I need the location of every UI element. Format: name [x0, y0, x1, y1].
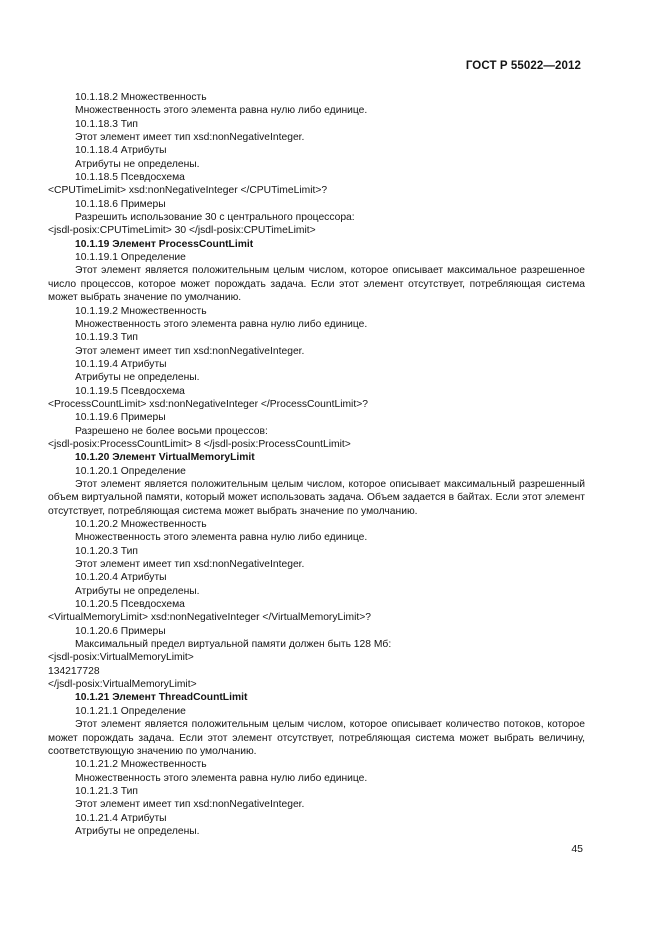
- code-line: <jsdl-posix:ProcessCountLimit> 8 </jsdl-posix:ProcessCountLimit>: [48, 438, 351, 450]
- text-line: Этот элемент имеет тип xsd:nonNegativeInteger.: [75, 799, 305, 811]
- code-line: </jsdl-posix:VirtualMemoryLimit>: [48, 679, 197, 691]
- text-line: Множественность этого элемента равна нулю либо единице.: [75, 772, 368, 784]
- text-line: 10.1.21.2 Множественность: [75, 759, 207, 771]
- text-line: 10.1.20.3 Тип: [75, 545, 138, 557]
- text-line: Множественность этого элемента равна нулю либо единице.: [75, 532, 368, 544]
- text-line: 10.1.19.5 Псевдосхема: [75, 385, 185, 397]
- text-line: 10.1.20.1 Определение: [75, 465, 186, 477]
- document-body: [48, 91, 585, 838]
- text-line: 10.1.18.5 Псевдосхема: [75, 172, 185, 184]
- code-line: <CPUTimeLimit> xsd:nonNegativeInteger </CPUTimeLimit>?: [48, 185, 328, 197]
- page-number: 45: [571, 843, 583, 855]
- code-line: <jsdl-posix:CPUTimeLimit> 30 </jsdl-posix:CPUTimeLimit>: [48, 225, 316, 237]
- text-line: 10.1.18.2 Множественность: [75, 92, 207, 103]
- text-line: 10.1.21.4 Атрибуты: [75, 812, 167, 824]
- text-line: Этот элемент имеет тип xsd:nonNegativeInteger.: [75, 132, 305, 144]
- code-line: <ProcessCountLimit> xsd:nonNegativeInteger </ProcessCountLimit>?: [48, 398, 368, 410]
- text-line: Разрешено не более восьми процессов:: [75, 425, 268, 437]
- text-line: Множественность этого элемента равна нулю либо единице.: [75, 105, 368, 117]
- paragraph: Этот элемент является положительным целым числом, которое описывает количество потоков, которое может порождать задача. Если этот элемент отсутствует, потребляющая система может выбрать величину, соответствующую значению по умолчанию.: [48, 719, 585, 757]
- text-line: Этот элемент имеет тип xsd:nonNegativeInteger.: [75, 345, 305, 357]
- text-line: 10.1.21.1 Определение: [75, 705, 186, 717]
- text-line: 10.1.18.4 Атрибуты: [75, 145, 167, 157]
- code-line: <jsdl-posix:VirtualMemoryLimit>: [48, 652, 194, 664]
- text-line: 10.1.20.2 Множественность: [75, 519, 207, 530]
- text-line: 10.1.19.1 Определение: [75, 252, 186, 264]
- text-line: 10.1.20.5 Псевдосхема: [75, 599, 185, 611]
- paragraph: Этот элемент является положительным целым числом, которое описывает максимальное разрешенное число процессов, которое может порождать задача. Если этот элемент отсутствует, потребляющая система может выбрать значение по умолчанию.: [48, 265, 585, 304]
- text-line: 10.1.18.3 Тип: [75, 118, 138, 130]
- text-line: Этот элемент имеет тип xsd:nonNegativeInteger.: [75, 559, 305, 571]
- text-line: 10.1.19.3 Тип: [75, 332, 138, 344]
- text-line: Множественность этого элемента равна нулю либо единице.: [75, 318, 368, 330]
- document-code-header: ГОСТ Р 55022—2012: [465, 60, 581, 72]
- text-line: 10.1.19.4 Атрибуты: [75, 358, 167, 370]
- text-line: Атрибуты не определены.: [75, 372, 200, 384]
- text-line: Атрибуты не определены.: [75, 158, 200, 170]
- text-line: 10.1.19.6 Примеры: [75, 412, 166, 424]
- text-line: Атрибуты не определены.: [75, 585, 200, 597]
- section-heading: 10.1.19 Элемент ProcessCountLimit: [75, 238, 254, 250]
- text-line: Разрешить использование 30 с центрального процессора:: [75, 212, 355, 224]
- code-line: 134217728: [48, 665, 100, 677]
- text-line: 10.1.20.6 Примеры: [75, 625, 166, 637]
- section-heading: 10.1.21 Элемент ThreadCountLimit: [75, 692, 248, 704]
- code-line: <VirtualMemoryLimit> xsd:nonNegativeInteger </VirtualMemoryLimit>?: [48, 612, 371, 624]
- text-line: 10.1.21.3 Тип: [75, 785, 138, 797]
- text-line: Атрибуты не определены.: [75, 825, 200, 837]
- text-line: Максимальный предел виртуальной памяти должен быть 128 Мб:: [75, 639, 392, 651]
- section-heading: 10.1.20 Элемент VirtualMemoryLimit: [75, 452, 255, 464]
- text-line: 10.1.19.2 Множественность: [75, 305, 207, 317]
- paragraph: Этот элемент является положительным целым числом, которое описывает максимальный разрешенный объем виртуальной памяти, который может использовать задача. Объем задается в байтах. Если этот элемент отсутствует, потребляющая система может выбрать значение по умолчанию.: [48, 478, 585, 517]
- text-line: 10.1.20.4 Атрибуты: [75, 572, 167, 584]
- text-line: 10.1.18.6 Примеры: [75, 198, 166, 210]
